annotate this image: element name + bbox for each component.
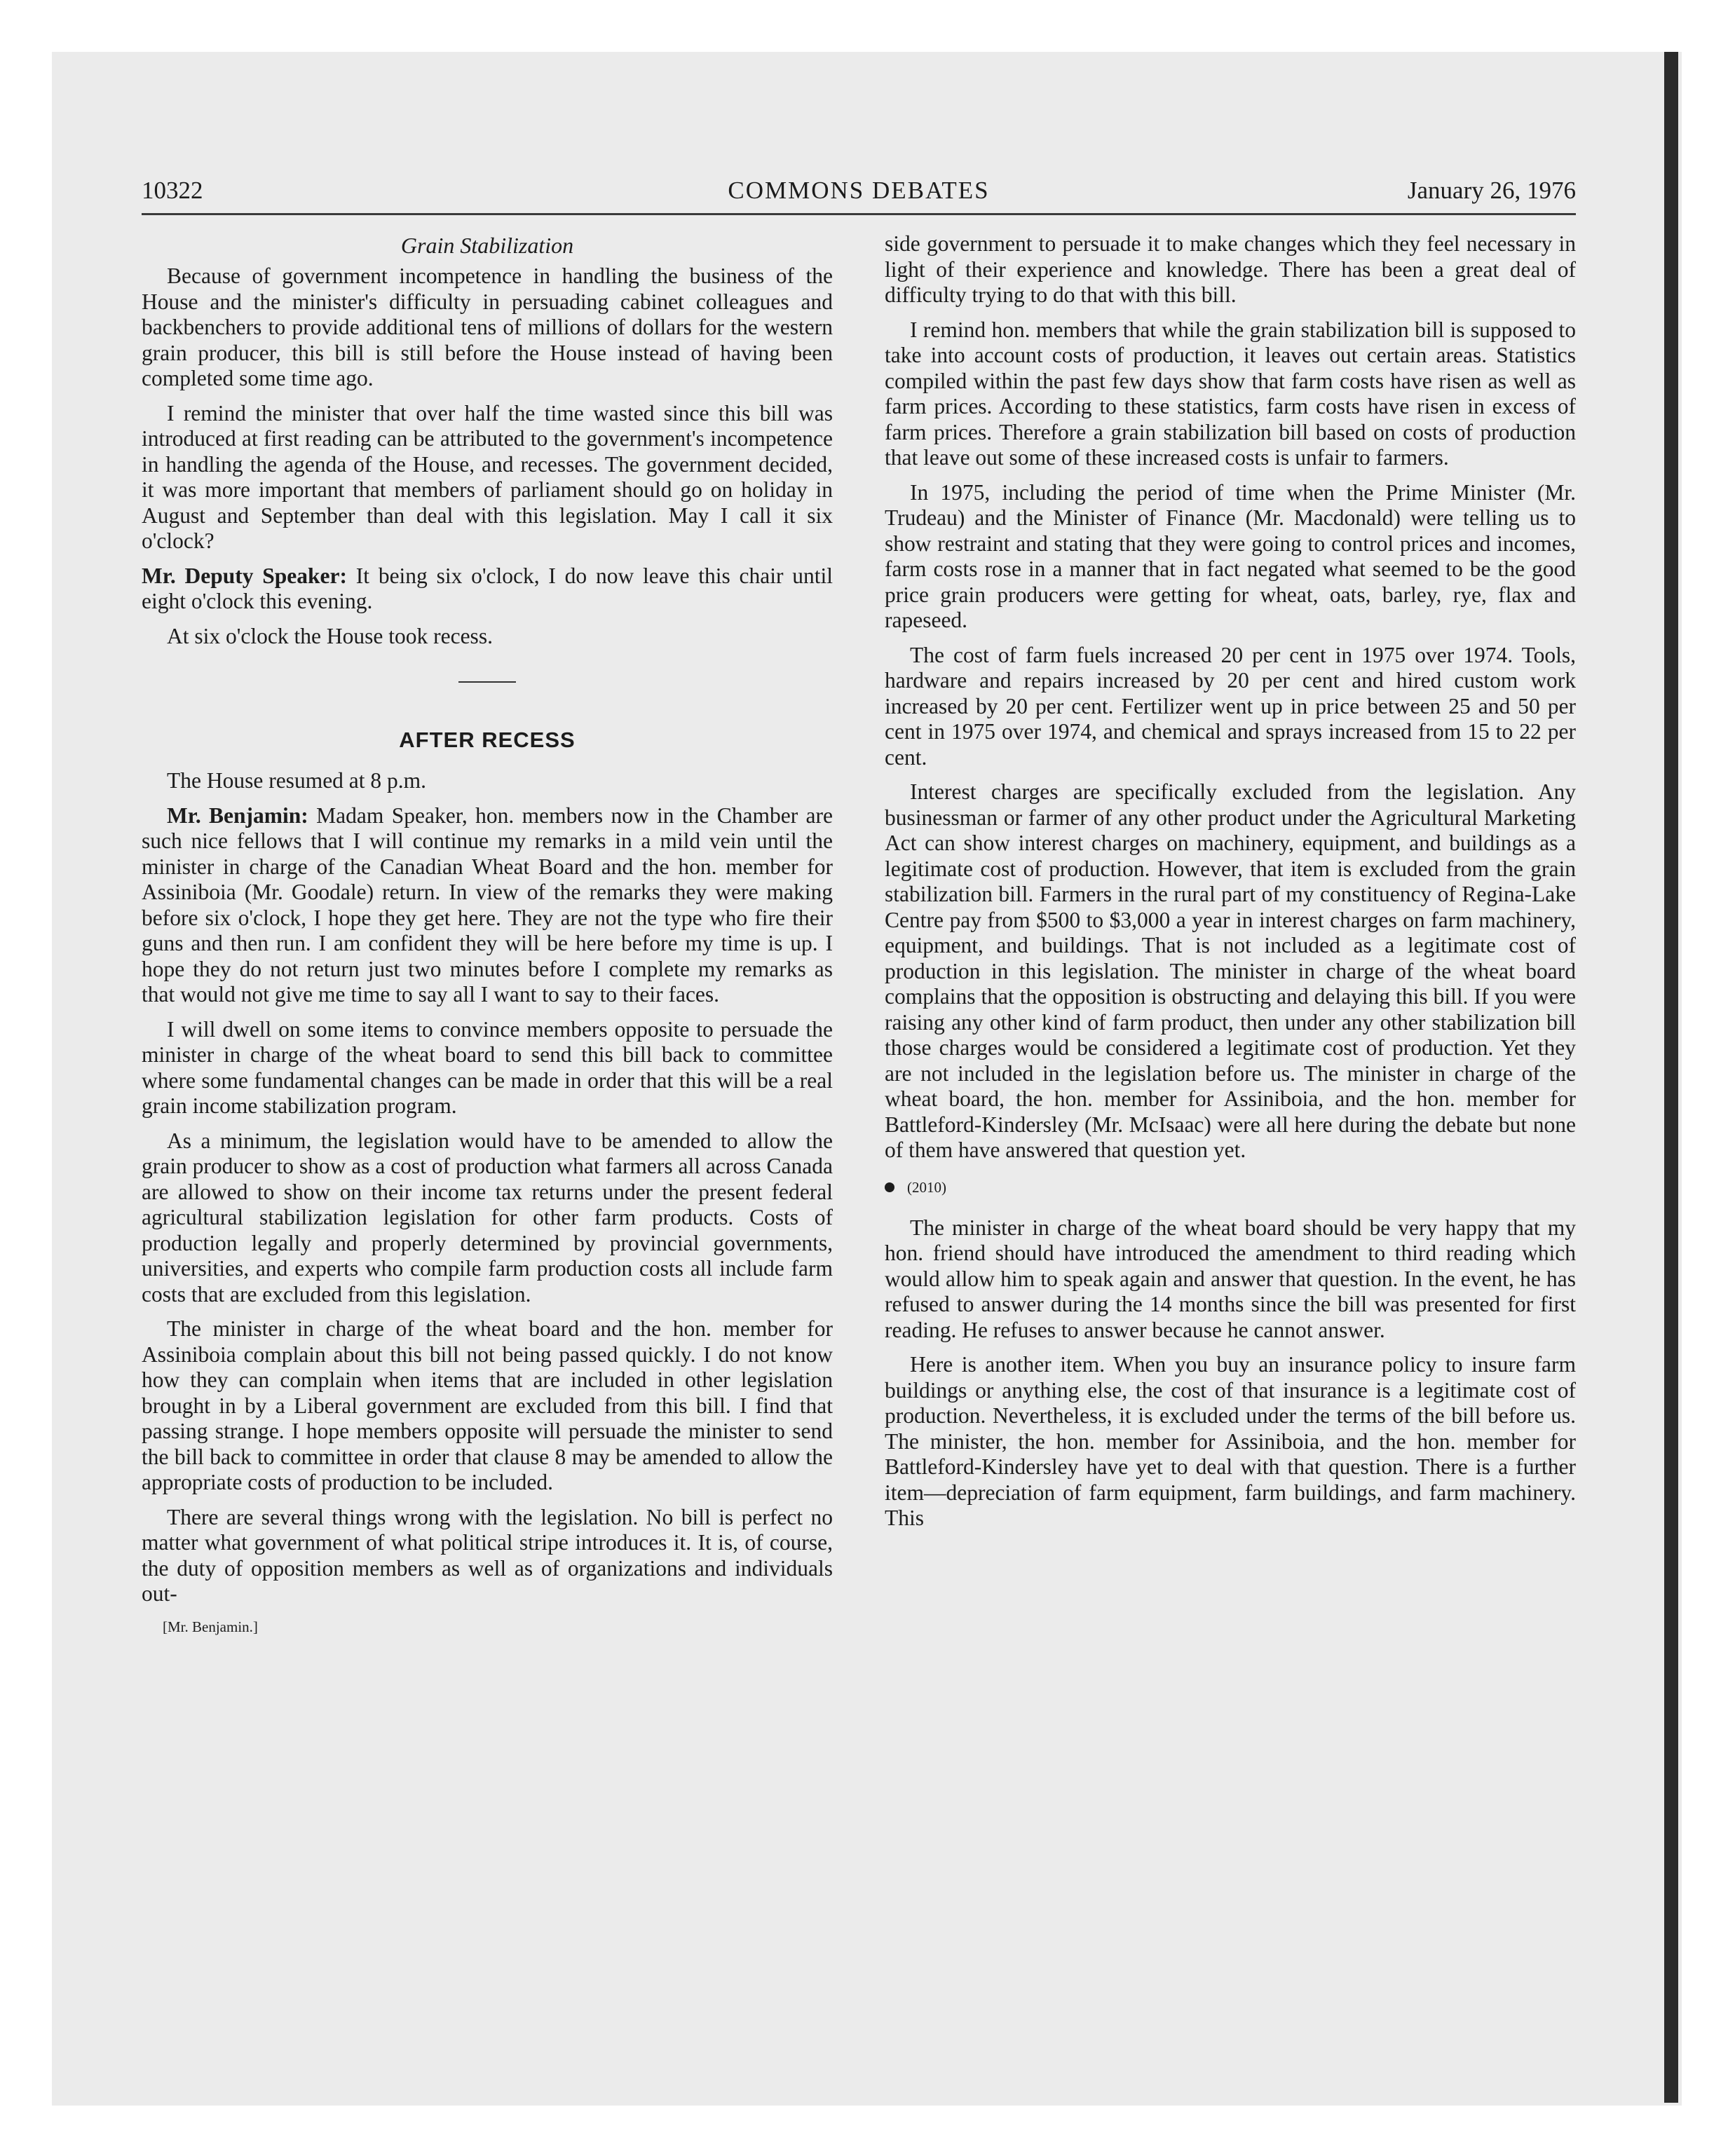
issue-date: January 26, 1976	[1407, 177, 1576, 204]
paragraph: I will dwell on some items to convince members opposite to persuade the minister in charge of the wheat board to send this bill back to committee where some fundamental changes can be made in order that this will be a real grain income stabilization program.	[142, 1016, 833, 1118]
speaker-name: Mr. Deputy Speaker:	[142, 563, 348, 588]
paragraph: As a minimum, the legislation would have to be amended to allow the grain producer to show as a cost of production what farmers all across Canada are allowed to show on their income tax returns under the present federal agricultural stabilization legislation for other farm products. Costs of production legally and properly determined by provincial governments, universities, and experts who compile farm production costs all include farm costs that are excluded from this legislation.	[142, 1128, 833, 1306]
paragraph: In 1975, including the period of time when the Prime Minister (Mr. Trudeau) and the Minister of Finance (Mr. Macdonald) were telling us to show restraint and stating that they were going to control prices and incomes, farm costs rose in a manner that in fact negated what seemed to be the good price grain producers were getting for wheat, oats, barley, rye, flax and rapeseed.	[885, 479, 1576, 632]
paragraph: The House resumed at 8 p.m.	[167, 768, 427, 793]
section-title: Grain Stabilization	[400, 233, 574, 258]
running-header	[142, 172, 1576, 215]
paragraph: Here is another item. When you buy an insurance policy to insure farm buildings or anything else, the cost of that insurance is a legitimate cost of production. Nevertheless, it is excluded under the terms of the bill before us. The minister, the hon. member for Assiniboia, and the hon. member for Battleford-Kindersley have yet to deal with that question. There is a further item—depreciation of farm equipment, farm buildings, and farm machinery. This	[885, 1352, 1576, 1530]
speaker-name: Mr. Benjamin:	[167, 803, 308, 828]
bullet-icon	[885, 1182, 894, 1192]
paragraph: The cost of farm fuels increased 20 per cent in 1975 over 1974. Tools, hardware and repairs increased by 20 per cent and hired custom work increased by 20 per cent. Fertilizer went up in price between 25 and 50 per cent in 1975 over 1974, and chemical and sprays increased from 15 to 22 per cent.	[885, 642, 1576, 770]
speech-text: Madam Speaker, hon. members now in the Chamber are such nice fellows that I will continue my remarks in a mild vein until the minister in charge of the Canadian Wheat Board and the hon. member for Assiniboia (Mr. Goodale) return. In view of the remarks they were making before six o'clock, I hope they get here. They are not the type who fire their guns and then run. I am confident they will be here before my time is up. I hope they do not return just two minutes before I complete my remarks as that would not give me time to say all I want to say to their faces.	[142, 803, 834, 1007]
speaker-paragraph	[142, 564, 833, 615]
time-marker	[885, 1175, 1576, 1200]
speaker-paragraph	[142, 803, 833, 1008]
section-divider	[458, 681, 516, 683]
paragraph: At six o'clock the House took recess.	[167, 623, 493, 648]
paragraph: I remind hon. members that while the grain stabilization bill is supposed to take into account costs of production, it leaves out certain areas. Statistics compiled within the past few days show that farm costs have risen as well as farm prices. According to these statistics, farm costs have risen in excess of farm prices. Therefore a grain stabilization bill based on costs of production that leave out some of these increased costs is unfair to farmers.	[885, 317, 1576, 470]
two-column-body	[142, 231, 1576, 1637]
section-heading: AFTER RECESS	[399, 728, 576, 752]
paragraph: side government to persuade it to make changes which they feel necessary in light of their experience and knowledge. There has been a great deal of difficulty trying to do that with this bill.	[885, 231, 1576, 307]
paragraph: I remind the minister that over half the time wasted since this bill was introduced at first reading can be attributed to the government's incompetence in handling the agenda of the House, and recesses. The government decided, it was more important that members of parliament should go on holiday in August and September than deal with this legislation. May I call it six o'clock?	[142, 400, 833, 553]
speaker-attribution: [Mr. Benjamin.]	[163, 1618, 258, 1635]
page	[142, 172, 1576, 1635]
paragraph: There are several things wrong with the legislation. No bill is perfect no matter what government of what political stripe introduces it. It is, of course, the duty of opposition members as well as of organizations and individuals out-	[142, 1504, 833, 1606]
paragraph: The minister in charge of the wheat board and the hon. member for Assiniboia complain about this bill not being passed quickly. I do not know how they can complain when items that are included in other legislation brought in by a Liberal government are excluded from this bill. I find that passing strange. I hope members opposite will persuade the minister to send the bill back to committee in order that clause 8 may be amended to allow the appropriate costs of production to be included.	[142, 1316, 833, 1494]
right-column	[885, 231, 1576, 1637]
paragraph: Because of government incompetence in handling the business of the House and the minister's difficulty in persuading cabinet colleagues and backbenchers to provide additional tens of millions of dollars for the western grain producer, this bill is still before the House instead of having been completed some time ago.	[142, 264, 833, 390]
paragraph: The minister in charge of the wheat board should be very happy that my hon. friend should have introduced the amendment to third reading which would allow him to speak again and answer that question. In the event, he has refused to answer during the 14 months since the bill was presented for first reading. He refuses to answer because he cannot answer.	[885, 1215, 1576, 1342]
paragraph: Interest charges are specifically excluded from the legislation. Any businessman or farmer of any other product under the Agricultural Marketing Act can show interest charges on machinery, equipment, and buildings as a legitimate cost of production. However, that item is excluded from the grain stabilization bill. Farmers in the rural part of my constituency of Regina-Lake Centre pay from $500 to $3,000 a year in interest charges on farm machinery, equipment, and buildings. That is not included as a legitimate cost of production in this legislation. The minister in charge of the wheat board complains that the opposition is obstructing and delaying this bill. If you were raising any other kind of farm product, then under any other stabilization bill those charges would be considered a legitimate cost of production. Yet they are not included in the legislation before us. The minister in charge of the wheat board, the hon. member for Assiniboia, and the hon. member for Battleford-Kindersley (Mr. McIsaac) were all here during the debate but none of them have answered that question yet.	[885, 779, 1576, 1162]
scan-edge-shadow	[1664, 52, 1678, 2103]
left-column	[142, 231, 833, 1637]
time-marker-label: (2010)	[907, 1178, 946, 1196]
page-number: 10322	[142, 177, 203, 204]
speech-text: It being six o'clock, I do now leave this chair until eight o'clock this evening.	[142, 563, 833, 613]
journal-title: COMMONS DEBATES	[728, 177, 990, 204]
